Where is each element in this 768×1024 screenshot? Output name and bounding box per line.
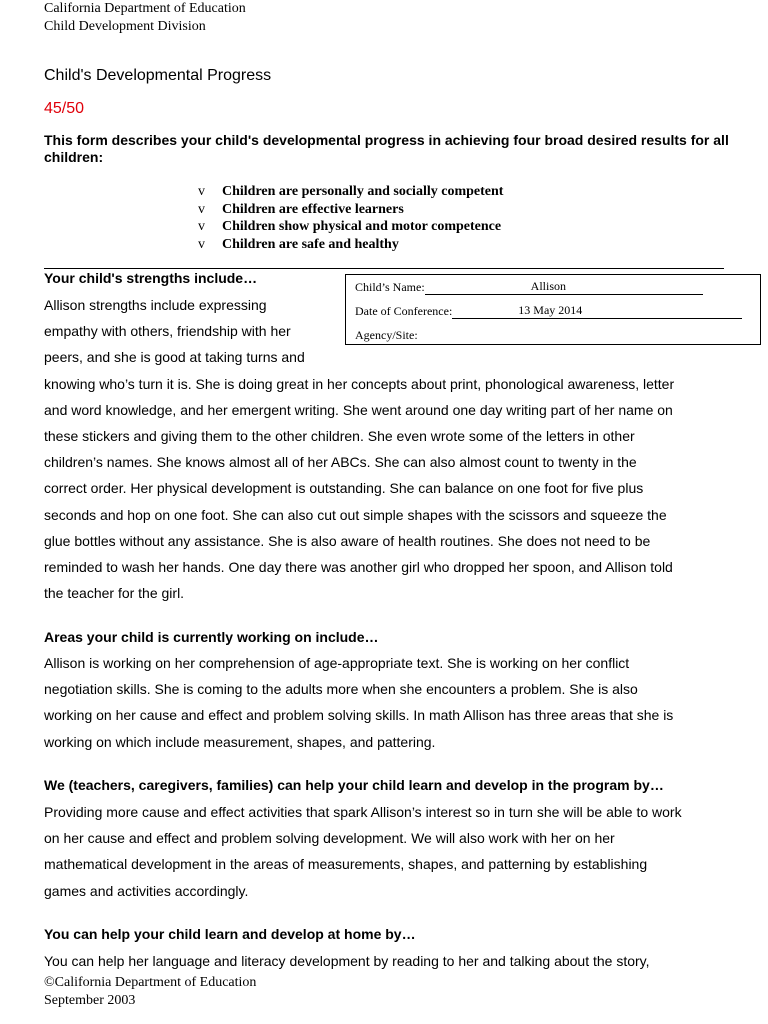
- program-help-paragraph: [44, 799, 682, 904]
- strengths-heading: Your child's strengths include…: [44, 270, 258, 286]
- text-line: glue bottles without any assistance. She is also aware of health routines. She does not need to be: [44, 532, 651, 549]
- text-line: Providing more cause and effect activities that spark Allison’s interest so in turn she will be able to work: [44, 804, 682, 820]
- child-name-label: Child’s Name:: [355, 280, 425, 294]
- text-line: Allison strengths include expressing: [44, 297, 267, 313]
- strengths-paragraph: [44, 292, 674, 606]
- text-line: empathy with others, friendship with her: [44, 323, 291, 340]
- desired-results-list: [198, 183, 503, 253]
- text-line: working on which include measurement, shapes, and pattering.: [44, 733, 436, 750]
- child-name-value: Allison: [530, 279, 567, 293]
- text-line: working on her cause and effect and problem solving skills. In math Allison has three areas that she is: [44, 707, 674, 724]
- page-title: Child's Developmental Progress: [44, 67, 272, 84]
- home-help-heading: You can help your child learn and develop at home by…: [44, 926, 416, 942]
- working-on-paragraph: [44, 650, 673, 755]
- result-text: Children are safe and healthy: [222, 236, 399, 252]
- text-line: and word knowledge, and her emergent writing. She went around one day writing part of her name on: [44, 401, 673, 418]
- list-item: [198, 218, 503, 236]
- text-line: correct order. Her physical development is outstanding. She can balance on one foot for five plus: [44, 480, 644, 497]
- bullet-icon: v: [198, 201, 205, 217]
- list-item: [198, 236, 503, 254]
- text-line: reminded to wash her hands. One day there was another girl who dropped her spoon, and Allison told: [44, 559, 673, 576]
- text-line: the teacher for the girl.: [44, 585, 185, 602]
- text-line: knowing who’s turn it is. She is doing great in her concepts about print, phonological awareness, letter: [44, 375, 675, 392]
- footer-date: September 2003: [44, 993, 136, 1008]
- program-help-heading: We (teachers, caregivers, families) can help your child learn and develop in the program by…: [44, 777, 664, 793]
- result-text: Children are personally and socially competent: [222, 184, 504, 199]
- text-line: these stickers and giving them to the other children. She even wrote some of the letters in other: [44, 428, 635, 445]
- intro-text: This form describes your child's developmental progress in achieving four broad desired results for all children:: [44, 132, 729, 165]
- conference-date-label: Date of Conference:: [355, 304, 453, 318]
- bullet-icon: v: [198, 219, 205, 234]
- text-line: games and activities accordingly.: [44, 882, 249, 899]
- text-line: mathematical development in the areas of measurements, shapes, and patterning by establishing: [44, 856, 648, 873]
- department-name: California Department of Education: [44, 1, 246, 16]
- text-line: children’s names. She knows almost all of her ABCs. She can also almost count to twenty in the: [44, 454, 637, 471]
- text-line: peers, and she is good at taking turns and: [44, 349, 305, 366]
- conference-date-value: 13 May 2014: [518, 303, 583, 317]
- division-name: Child Development Division: [44, 19, 206, 34]
- divider: [44, 268, 724, 269]
- text-line: negotiation skills. She is coming to the adults more when she encounters a problem. She is also: [44, 681, 638, 698]
- text-line: on her cause and effect and problem solving development. We will also work with her on her: [44, 830, 615, 847]
- text-line: seconds and hop on one foot. She can also cut out simple shapes with the scissors and squeeze the: [44, 506, 667, 523]
- list-item: [198, 201, 503, 219]
- agency-label: Agency/Site:: [355, 328, 418, 342]
- bullet-icon: v: [198, 184, 205, 199]
- bullet-icon: v: [198, 236, 205, 252]
- text-line: Allison is working on her comprehension of age-appropriate text. She is working on her conflict: [44, 655, 630, 671]
- footer-copyright: ©California Department of Education: [44, 975, 257, 990]
- text-line: You can help her language and literacy development by reading to her and talking about the story,: [44, 953, 650, 969]
- result-text: Children show physical and motor competence: [222, 219, 502, 234]
- result-text: Children are effective learners: [222, 201, 404, 217]
- home-help-paragraph: [44, 948, 650, 974]
- list-item: [198, 183, 503, 201]
- score-annotation: 45/50: [44, 100, 85, 117]
- working-on-heading: Areas your child is currently working on include…: [44, 629, 379, 645]
